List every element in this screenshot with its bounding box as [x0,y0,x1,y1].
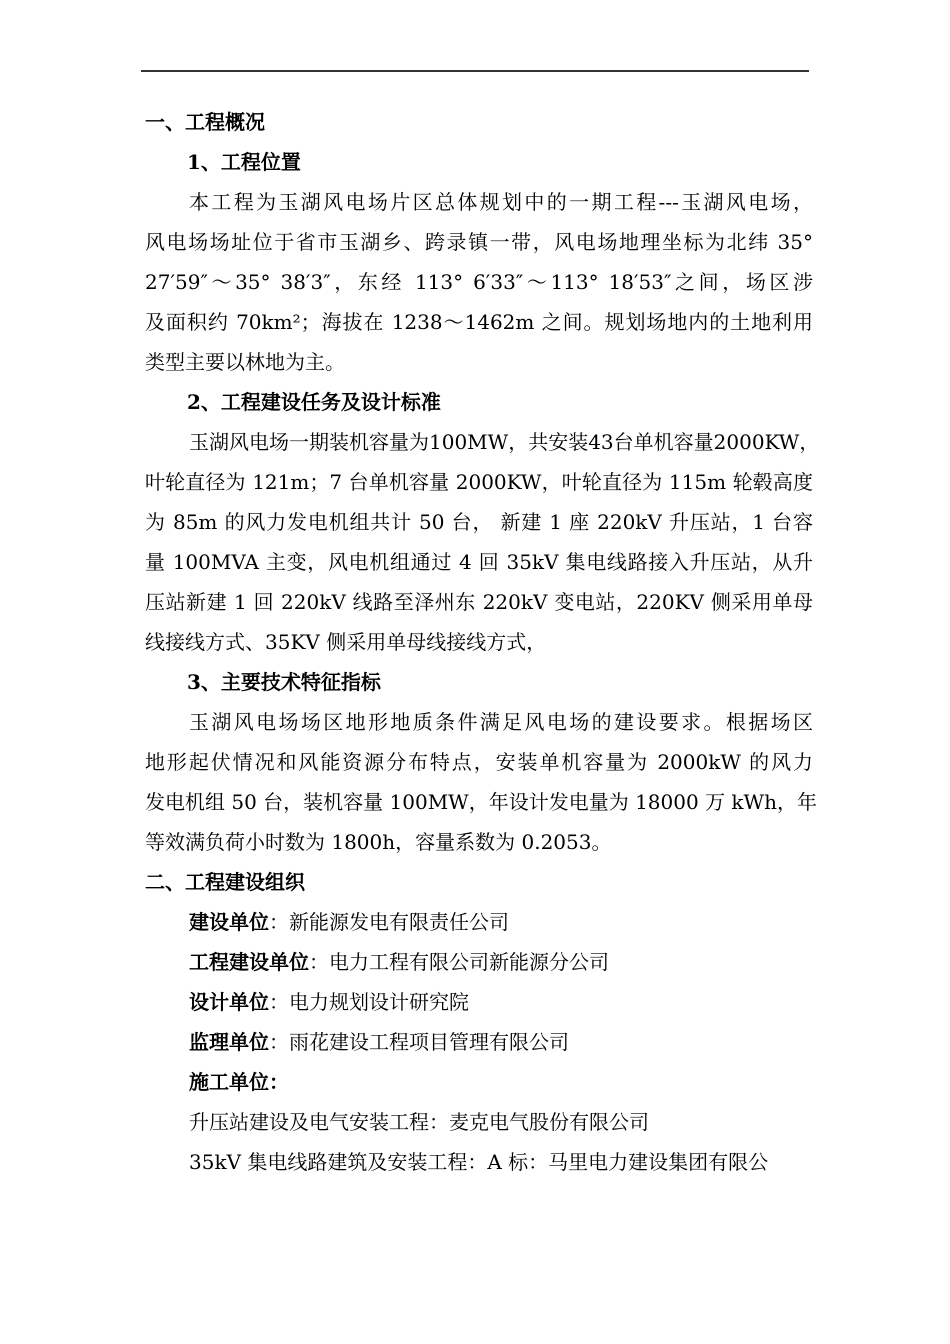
text-line: 玉湖风电场一期装机容量为100MW，共安装43台单机容量2000KW， [189,430,820,454]
text-line: 发电机组 50 台，装机容量 100MW，年设计发电量为 18000 万 kWh，年 [145,790,817,814]
org-supervision-unit [145,1022,813,1062]
org-label: 设计单位 [189,990,269,1014]
text-line: 量 100MVA 主变，风电机组通过 4 回 35kV 集电线路接入升压站，从升 [145,550,813,574]
section-heading-organization: 二、工程建设组织 [145,870,305,894]
org-value: 电力规划设计研究院 [289,990,469,1014]
text-line: 本工程为玉湖风电场片区总体规划中的一期工程---玉湖风电场， [189,190,813,214]
text-line: 为 85m 的风力发电机组共计 50 台， 新建 1 座 220kV 升压站，1 台容 [145,510,813,534]
text-line: 叶轮直径为 121m；7 台单机容量 2000KW，叶轮直径为 115m 轮毂高度 [145,470,813,494]
text-line: 玉湖风电场场区地形地质条件满足风电场的建设要求。根据场区 [189,710,813,734]
org-project-unit [145,942,813,982]
org-sep: ： [269,1030,289,1054]
subheading-technical-indicators: 3、主要技术特征指标 [187,670,381,694]
subheading-location: 1、工程位置 [187,150,301,174]
text-line: 27′59″～35° 38′3″，东经 113° 6′33″～113° 18′53″之间，场区涉 [145,270,813,294]
text-line: 压站新建 1 回 220kV 线路至泽州东 220kV 变电站，220KV 侧采用单母 [145,590,813,614]
header-rule [141,70,809,72]
org-sep: ： [269,910,289,934]
org-label: 施工单位 [189,1070,269,1094]
text-line: 线接线方式、35KV 侧采用单母线接线方式， [145,630,547,654]
org-sep: ： [269,1070,289,1094]
text-line: 风电场场址位于省市玉湖乡、跨录镇一带，风电场地理坐标为北纬 35° [145,230,813,254]
org-construction-unit [145,902,813,942]
org-value: 新能源发电有限责任公司 [289,910,509,934]
paragraph-indicators [145,702,817,862]
org-label: 建设单位 [189,910,269,934]
org-sep: ： [269,990,289,1014]
org-value: 电力工程有限公司新能源分公司 [329,950,609,974]
document-body [145,102,820,1182]
subheading-tasks-standards: 2、工程建设任务及设计标准 [187,390,441,414]
org-label: 监理单位 [189,1030,269,1054]
text-line: 地形起伏情况和风能资源分布特点，安装单机容量为 2000kW 的风力 [145,750,813,774]
contractor-line: 35kV 集电线路建筑及安装工程：A 标：马里电力建设集团有限公 [189,1150,769,1174]
org-construction-contractor [145,1062,813,1102]
org-sep: ： [309,950,329,974]
org-design-unit [145,982,813,1022]
paragraph-tasks [145,422,820,662]
section-heading-overview: 一、工程概况 [145,110,265,134]
org-value: 雨花建设工程项目管理有限公司 [289,1030,569,1054]
paragraph-location [145,182,813,382]
text-line: 类型主要以林地为主。 [145,350,345,374]
text-line: 及面积约 70km²；海拔在 1238～1462m 之间。规划场地内的土地利用 [145,310,813,334]
text-line: 等效满负荷小时数为 1800h，容量系数为 0.2053。 [145,830,612,854]
org-label: 工程建设单位 [189,950,309,974]
contractor-line: 升压站建设及电气安装工程：麦克电气股份有限公司 [189,1110,649,1134]
